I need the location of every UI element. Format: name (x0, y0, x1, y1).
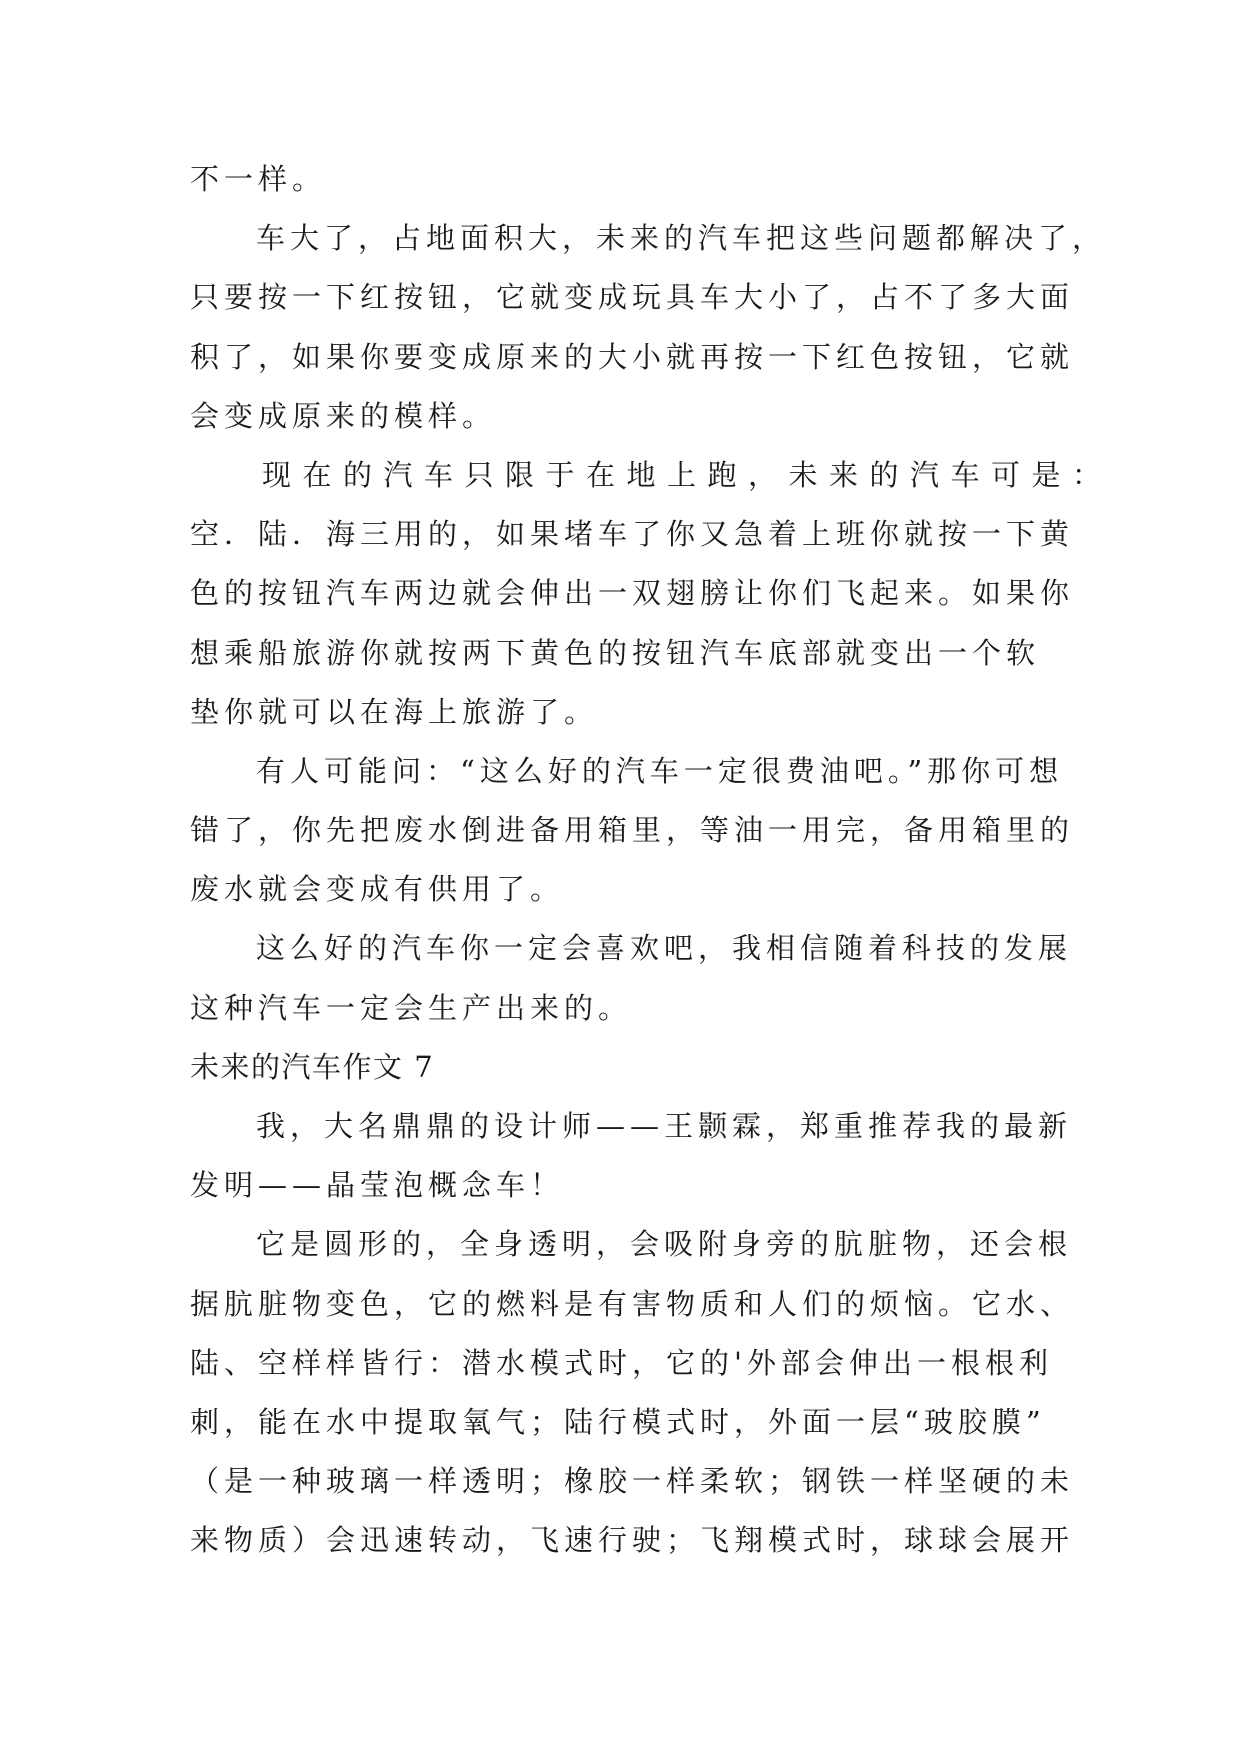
text-line: 只要按一下红按钮，它就变成玩具车大小了，占不了多大面 (190, 280, 1075, 315)
text-line: 我，大名鼎鼎的设计师——王颢霖，郑重推荐我的最新 (256, 1109, 1073, 1143)
text-line: 它是圆形的，全身透明，会吸附身旁的肮脏物，还会根 (256, 1227, 1073, 1262)
text-line: 现在的汽车只限于在地上跑，未来的汽车可是： (262, 457, 1113, 492)
text-line: 想乘船旅游你就按两下黄色的按钮汽车底部就变出一个软 (190, 635, 1041, 670)
text-line: 有人可能问：“这么好的汽车一定很费油吧。”那你可想 (256, 753, 1064, 788)
text-line: （是一种玻璃一样透明；橡胶一样柔软；钢铁一样坚硬的未 (190, 1464, 1075, 1499)
text-line: 空．陆．海三用的，如果堵车了你又急着上班你就按一下黄 (190, 517, 1075, 552)
text-line: 车大了，占地面积大，未来的汽车把这些问题都解决了， (256, 221, 1107, 256)
text-line: 会变成原来的模样。 (190, 398, 497, 433)
text-line: 废水就会变成有供用了。 (190, 872, 565, 907)
text-line: 这么好的汽车你一定会喜欢吧，我相信随着科技的发展 (256, 931, 1073, 966)
text-line: 错了，你先把废水倒进备用箱里，等油一用完，备用箱里的 (190, 813, 1075, 848)
text-line: 发明——晶莹泡概念车！ (190, 1168, 565, 1203)
text-line: 色的按钮汽车两边就会伸出一双翅膀让你们飞起来。如果你 (190, 576, 1075, 611)
text-line: 这种汽车一定会生产出来的。 (190, 990, 633, 1025)
text-line: 积了，如果你要变成原来的大小就再按一下红色按钮，它就 (190, 339, 1075, 374)
text-line: 刺，能在水中提取氧气；陆行模式时，外面一层“玻胶膜” (190, 1404, 1046, 1439)
text-line: 陆、空样样皆行：潜水模式时，它的'外部会伸出一根根利 (190, 1345, 1053, 1380)
section-heading: 未来的汽车作文 7 (190, 1049, 435, 1084)
document-body (190, 150, 1113, 1571)
text-line: 据肮脏物变色，它的燃料是有害物质和人们的烦恼。它水、 (190, 1286, 1075, 1321)
text-line: 不一样。 (190, 162, 327, 196)
text-line: 垫你就可以在海上旅游了。 (190, 694, 599, 729)
text-line: 来物质）会迅速转动，飞速行驶；飞翔模式时，球球会展开 (190, 1523, 1075, 1558)
